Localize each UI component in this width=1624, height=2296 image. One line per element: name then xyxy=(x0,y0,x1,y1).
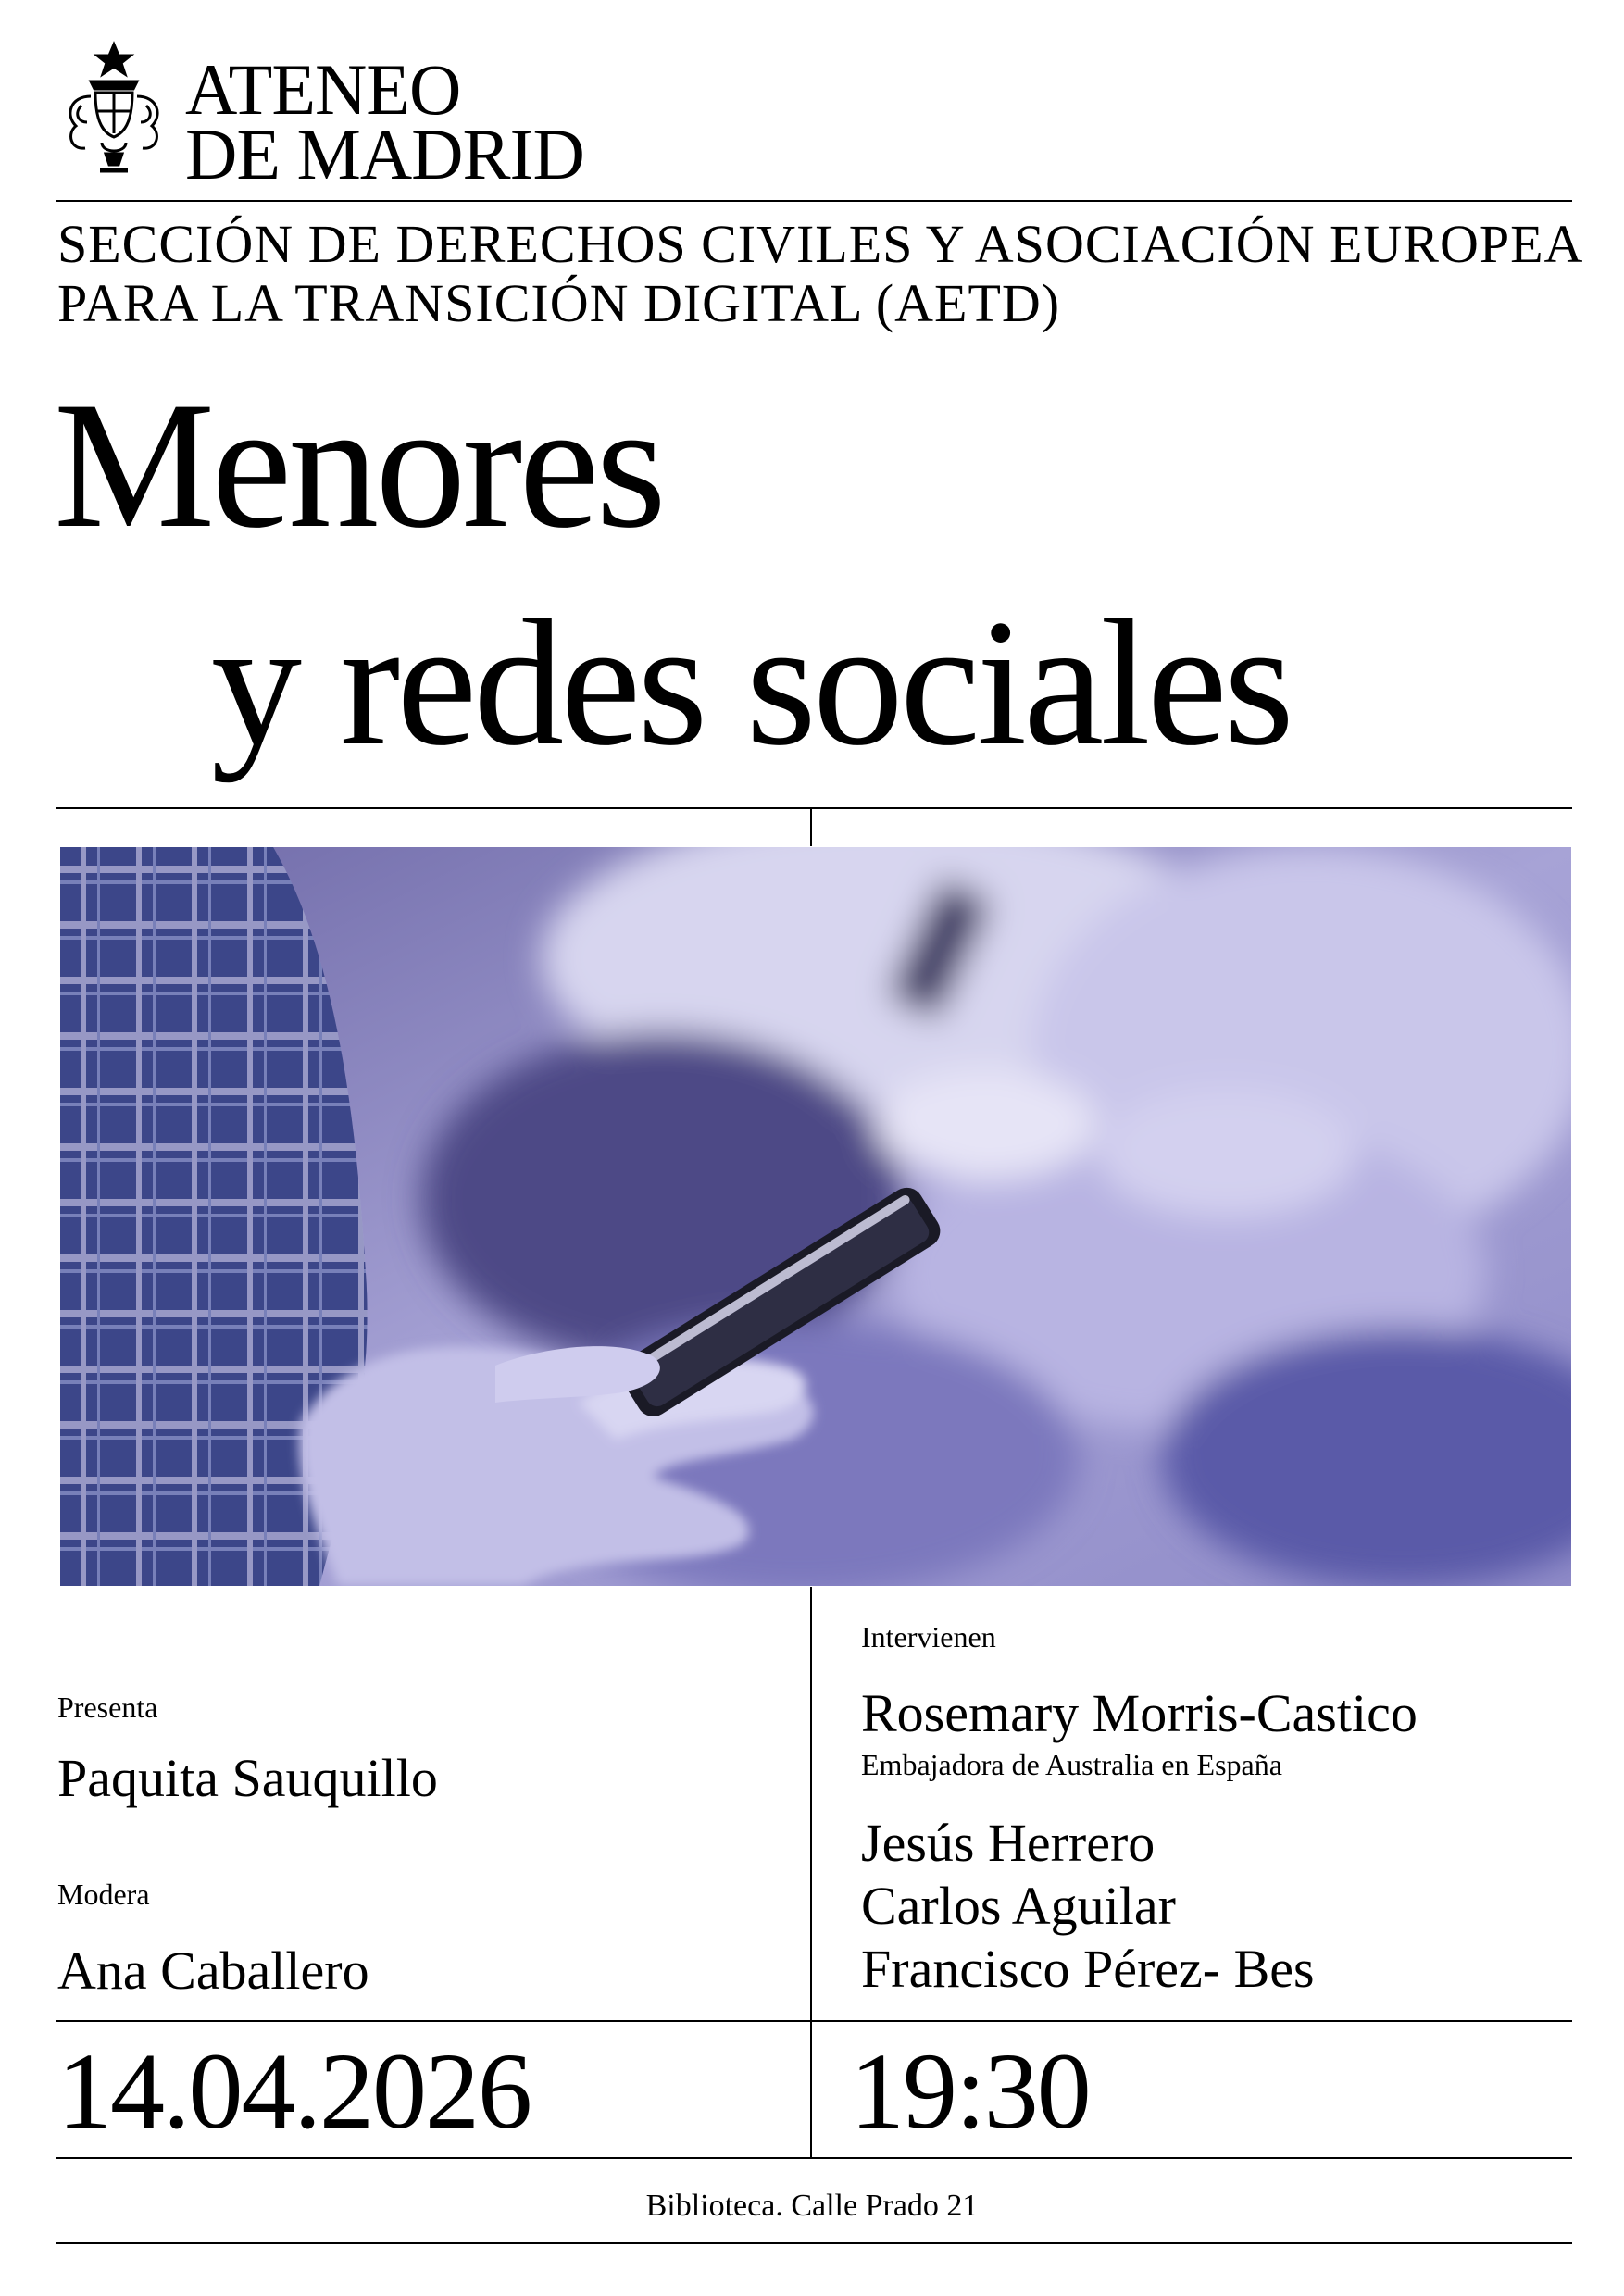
section-heading xyxy=(57,215,1583,333)
footer-divider xyxy=(56,2242,1572,2244)
event-time: 19:30 xyxy=(850,2030,1090,2152)
speakers-label: Intervienen xyxy=(861,1620,996,1653)
column-divider xyxy=(810,1587,812,2157)
column-divider-top xyxy=(810,807,812,846)
presenter-label: Presenta xyxy=(57,1691,158,1724)
title-divider xyxy=(56,807,1572,809)
event-title-line-2: y redes sociales xyxy=(211,582,1291,783)
header-divider xyxy=(56,200,1572,202)
speaker-name-2: Jesús Herrero xyxy=(861,1813,1156,1873)
event-photo xyxy=(60,847,1571,1586)
speaker-role-1: Embajadora de Australia en España xyxy=(861,1748,1282,1781)
speaker-name-1: Rosemary Morris-Castico xyxy=(861,1683,1418,1743)
section-line-2: PARA LA TRANSICIÓN DIGITAL (AETD) xyxy=(57,273,1061,333)
ateneo-crest-icon xyxy=(54,41,174,180)
moderator-name: Ana Caballero xyxy=(57,1940,369,2001)
venue-address: Biblioteca. Calle Prado 21 xyxy=(645,2189,979,2223)
moderator-label: Modera xyxy=(57,1878,150,1911)
institution-line-2: DE MADRID xyxy=(185,114,584,194)
schedule-divider xyxy=(56,2157,1572,2159)
info-divider xyxy=(56,2020,1572,2022)
institution-line-1: ATENEO xyxy=(185,49,461,130)
speaker-name-3: Carlos Aguilar xyxy=(861,1876,1176,1936)
section-line-1: SECCIÓN DE DERECHOS CIVILES Y ASOCIACIÓN EUROPEA xyxy=(57,214,1584,274)
event-date: 14.04.2026 xyxy=(57,2030,531,2152)
presenter-name: Paquita Sauquillo xyxy=(57,1748,438,1808)
speaker-name-4: Francisco Pérez- Bes xyxy=(861,1939,1315,1999)
event-title-line-1: Menores xyxy=(54,365,663,566)
